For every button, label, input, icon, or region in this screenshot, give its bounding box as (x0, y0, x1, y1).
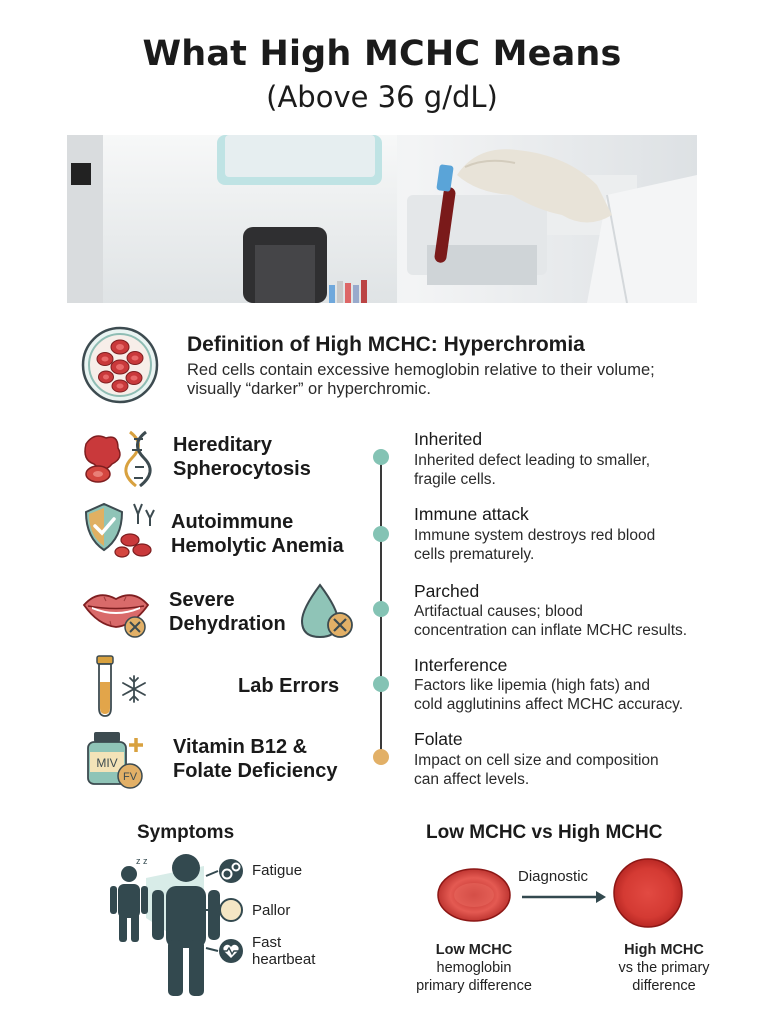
dry-lips-icon (80, 585, 152, 639)
gears-icon (219, 859, 243, 883)
definition-heading: Definition of High MCHC: Hyperchromia (187, 333, 585, 356)
symptom-fast-heartbeat: Fast heartbeat (252, 934, 316, 968)
vitamin-bottle-text: MIV (96, 756, 118, 770)
info-body: Factors like lipemia (high fats) and cold agglutinins affect MCHC accuracy. (414, 677, 684, 713)
info-body: Impact on cell size and composition can affect levels. (414, 752, 659, 788)
info-title: Interference (414, 655, 508, 675)
symptom-fatigue: Fatigue (252, 862, 303, 879)
cause-label-vitamin-folate-deficiency: Vitamin B12 & Folate Deficiency (173, 736, 338, 782)
comparison-graphic (430, 855, 690, 935)
vitamin-badge-text: FV (122, 771, 138, 783)
pale-circle-icon (220, 899, 242, 921)
timeline-dot (373, 676, 389, 692)
page-title: What High MCHC Means (142, 34, 622, 74)
info-title: Inherited (414, 429, 483, 449)
comparison-title: Low MCHC vs High MCHC (426, 822, 663, 843)
definition-body: Red cells contain excessive hemoglobin relative to their volume; visually “darker” or hyperchromic. (187, 361, 655, 398)
cause-label-autoimmune-hemolytic-anemia: Autoimmune Hemolytic Anemia (171, 511, 344, 557)
timeline-dot (373, 749, 389, 765)
svg-text:z z: z z (136, 856, 148, 866)
info-body: Inherited defect leading to smaller, fragile cells. (414, 452, 651, 488)
info-title: Parched (414, 581, 480, 601)
symptoms-title: Symptoms (137, 822, 235, 843)
symptom-pallor: Pallor (252, 902, 291, 919)
spherocyte-dna-icon (80, 430, 160, 488)
test-tube-snowflake-icon (94, 654, 154, 718)
timeline-dot (373, 449, 389, 465)
cause-label-lab-errors: Lab Errors (238, 675, 340, 697)
cause-label-hereditary-spherocytosis: Hereditary Spherocytosis (173, 434, 311, 480)
info-title: Folate (414, 729, 463, 749)
shield-antibody-icon (80, 500, 160, 560)
water-droplet-x-icon (298, 583, 356, 641)
heart-pulse-icon (219, 939, 243, 963)
blood-cells-dish-icon (80, 325, 160, 405)
info-title: Immune attack (414, 504, 529, 524)
timeline-dot (373, 601, 389, 617)
timeline-dot (373, 526, 389, 542)
page-subtitle: (Above 36 g/dL) (266, 80, 498, 114)
vitamin-bottle-icon (84, 730, 154, 790)
high-mchc-caption: High MCHC vs the primary difference (618, 942, 710, 994)
info-body: Artifactual causes; blood concentration can inflate MCHC results. (414, 603, 688, 639)
lab-photo (67, 135, 697, 303)
cause-label-severe-dehydration: Severe Dehydration (169, 589, 286, 635)
diagnostic-label: Diagnostic (518, 868, 589, 885)
low-mchc-caption: Low MCHC hemoglobin primary difference (416, 942, 532, 994)
info-body: Immune system destroys red blood cells prematurely. (414, 527, 656, 563)
high-mchc-cell (614, 859, 682, 927)
